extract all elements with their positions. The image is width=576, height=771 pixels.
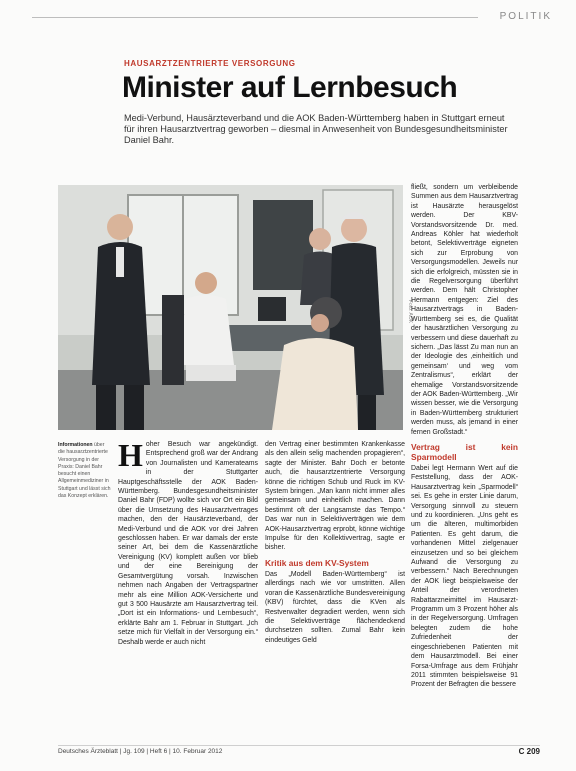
subheading-sparmodell: Vertrag ist kein Sparmodell xyxy=(411,441,518,462)
page-footer xyxy=(58,745,540,758)
column-2-text-a: den Vertrag einer bestimmten Krankenkasse als den allein selig machenden propagieren“, sagte der Minister. Bahr Doch er betonte auch, die hausarztzentrierte Versorgung könne die richtigen Schub und Ruck im KV-System bringen. „Man kann nicht immer alles gemeinsam und einheitlich machen. Dann bestimmt oft der Langsamste das Tempo.“ Das war nun in Selektivverträgen wie dem AOK-Hausarztvertrag erprobt, könne wichtige Impulse für den Kollektivvertrag, sagte er bisher. xyxy=(265,441,405,552)
column-3-text-a: fließt, sondern um verbleibende Summen aus dem Hausarztvertrag ist Hausärzte herausgelöst werden. Der KBV-Vorstandsvorsitzende Dr. med. Andreas Köhler hat wiederholt betont, Selektivverträge eigneten sich zur Erprobung von Versorgungsmodellen. Jeweils nur sich die erfolgreich, müssten sie in die Regelversorgung überführt werden. Dem hält Christopher Hermann entgegen: Ziel des Hausarztvertrags in Baden-Württemberg sei es, die Qualität der hausärztlichen Versorgung zu verbessern und diese dauerhaft zu sichern. „Das lässt Zu man nun an der Ideologie des ‚einheitlich und gemeinsam‘ und weg vom Zentralismus“, erklärt der ehemalige Vorstandsvorsitzende der AOK Baden-Württemberg. „Wir wissen besser, wie die Versorgung in Baden-Württemberg strukturiert werden muss, als jemand in einer fernen Großstadt.“ xyxy=(411,184,518,436)
photo-illustration xyxy=(58,185,403,430)
caption-bold: Informationen xyxy=(58,442,93,448)
article-column-1 xyxy=(118,437,258,647)
article-photo xyxy=(58,185,403,430)
column-2-text-b: Das „Modell Baden-Württemberg“ ist allerdings nach wie vor umstritten. Allen voran die Kassenärztliche Bundesvereinigung (KBV) fürchtet, dass die KVen als Restverwalter degradiert werden, wenn sich die Selektivverträge flächendeckend durchsetzen sollten. Zumal Bahr kein eindeutiges Geld xyxy=(265,570,405,644)
article-column-2 xyxy=(265,440,405,645)
column-1-text: oher Besuch war angekündigt. Entsprechend groß war der Andrang von Journalisten und Kamerateams in der Stuttgarter Hauptgeschäftsstelle der AOK Baden-Württemberg. Bundesgesundheitsminister Daniel Bahr (FDP) wollte sich vor Ort ein Bild über die Umsetzung des Hausarztvertrages machen, den der Hausärzteverband, der Medi-Verbund und die AOK vor drei Jahren geschlossen haben. Er war damals der erste seiner Art, bei dem die Kassenärztliche Vereinigung (KV) komplett außen vor blieb und der eine Bereinigung der Gesamtvergütung vorsah. Inzwischen nehmen nach Angaben der Vertragspartner mehr als eine Million AOK-Versicherte und gut 3 500 Hausärzte am Hausarztvertrag teil. „Dort ist ein Informations- und Lernbesuch“, erklärte Bahr am 1. Februar in Stuttgart. „Ich setze mich für Vielfalt in der Versorgung ein.“ Deshalb werde er auch nicht xyxy=(118,441,258,646)
column-3-text-b: Dabei legt Hermann Wert auf die Feststellung, dass der AOK-Hausarztvertrag kein „Sparmodell“ sei. Es gehe in erster Linie darum, Versorgung sinnvoll zu steuern und zu koordinieren. „Uns geht es um die älteren, multimorbiden Patienten. Es geht darum, die vorhandenen Mittel zielgenauer einzusetzen und so bei gleichem Aufwand die Versorgung zu verbessern.“ Nach Berechnungen der AOK liegt beispielsweise der Anteil der verordneten Rabattarzneimittel im Hausarzt-Programm um 3 Prozent höher als in der Regelversorgung. Umfragen belegten zudem die hohe Zufriedenheit der eingeschriebenen Patienten mit dem Hausarztmodell. Bei einer Forsa-Umfrage aus dem Frühjahr 2011 stimmten beispielsweise 91 Prozent der Befragten die bessere xyxy=(411,464,518,689)
top-bar xyxy=(32,10,556,24)
subheading-kritik: Kritik aus dem KV-System xyxy=(265,557,369,568)
publication-info: Deutsches Ärzteblatt | Jg. 109 | Heft 6 | 10. Februar 2012 xyxy=(58,748,223,755)
article-kicker: HAUSARZTZENTRIERTE VERSORGUNG xyxy=(124,59,296,68)
photo-credit: Foto: AOK xyxy=(407,300,413,324)
top-rule xyxy=(32,17,478,18)
section-label: POLITIK xyxy=(496,10,556,24)
article-lead: Medi-Verbund, Hausärzteverband und die AOK Baden-Württemberg haben in Stuttgart erneut für ihren Hausarztvertrag geworben – diesmal in Anwesenheit von Bundesgesundheitsminister Daniel Bahr. xyxy=(124,113,508,146)
caption-text: über die hausarztzentrierte Versorgung in der Praxis: Daniel Bahr besucht einen Allgemeinmediziner in Stuttgart und lässt sich das Konzept erklären. xyxy=(58,442,111,500)
article-column-3 xyxy=(411,183,518,690)
photo-caption xyxy=(58,442,112,500)
page-number: C 209 xyxy=(518,747,540,756)
article-headline: Minister auf Lernbesuch xyxy=(122,71,458,104)
drop-cap: H xyxy=(118,437,143,473)
